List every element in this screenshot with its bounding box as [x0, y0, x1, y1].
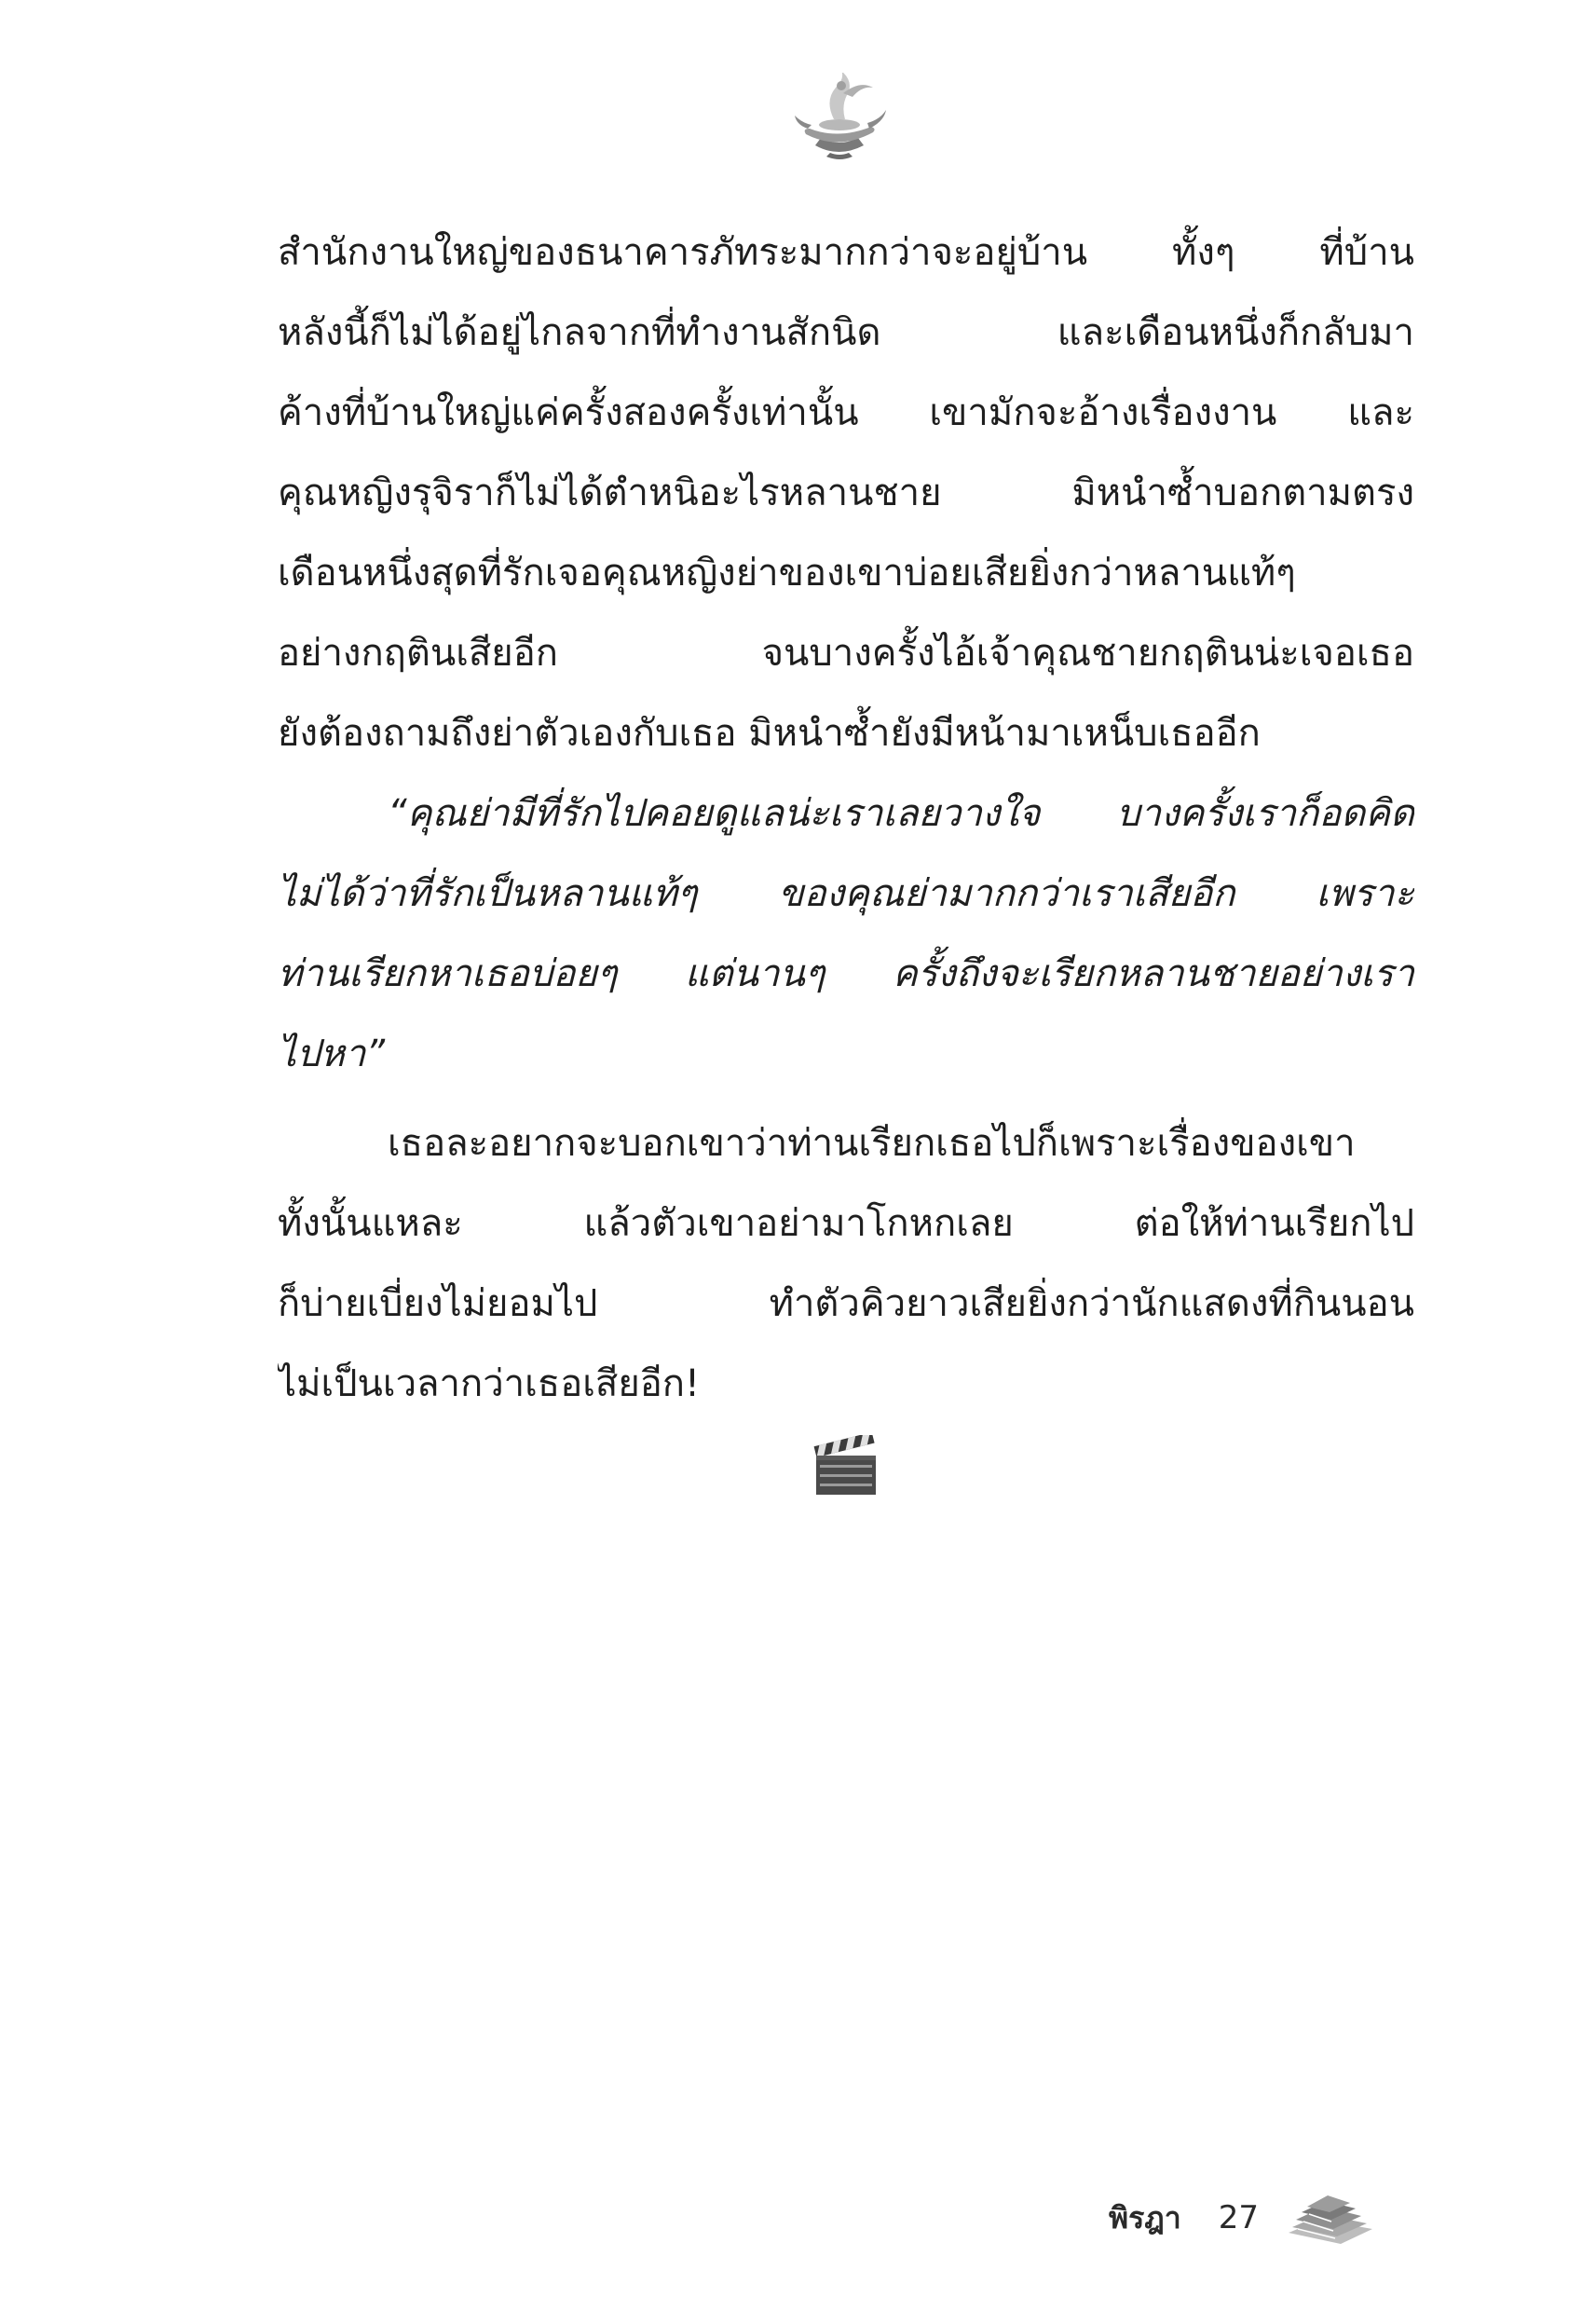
main-text — [278, 212, 1414, 1424]
text-line: สำนักงานใหญ่ของธนาคารภัทระมากกว่าจะอยู่บ้าน ทั้งๆ ที่บ้าน — [278, 231, 1414, 274]
paragraph-3 — [278, 1103, 1414, 1424]
text-line: หลังนี้ก็ไม่ได้อยู่ไกลจากที่ทำงานสักนิด และเดือนหนึ่งก็กลับมา — [278, 311, 1414, 354]
paragraph-2-dialogue — [278, 773, 1414, 1094]
text-line: อย่างกฤตินเสียอีก จนบางครั้งไอ้เจ้าคุณชายกฤตินน่ะเจอเธอ — [278, 632, 1414, 675]
text-line: คุณหญิงรุจิราก็ไม่ได้ตำหนิอะไรหลานชาย มิหนำซ้ำบอกตามตรง — [278, 472, 1414, 514]
text-line: ไม่ได้ว่าที่รักเป็นหลานแท้ๆ ของคุณย่ามากกว่าเราเสียอีก เพราะ — [278, 872, 1414, 915]
text-line: ยังต้องถามถึงย่าตัวเองกับเธอ มิหนำซ้ำยังมีหน้ามาเหน็บเธออีก — [278, 712, 1261, 755]
paragraph-1 — [278, 212, 1414, 773]
books-stack-icon — [1283, 2192, 1376, 2244]
text-line: เธอละอยากจะบอกเขาว่าท่านเรียกเธอไปก็เพราะเรื่องของเขา — [388, 1122, 1356, 1165]
text-line: ท่านเรียกหาเธอบ่อยๆ แต่นานๆ ครั้งถึงจะเรียกหลานชายอย่างเรา — [278, 952, 1414, 995]
text-line: เดือนหนึ่งสุดที่รักเจอคุณหญิงย่าของเขาบ่อยเสียยิ่งกว่าหลานแท้ๆ — [278, 552, 1296, 595]
film-clapperboard-icon — [812, 1435, 880, 1498]
text-line: “คุณย่ามีที่รักไปคอยดูแลน่ะเราเลยวางใจ บางครั้งเราก็อดคิด — [388, 792, 1414, 835]
text-line: ก็บ่ายเบี่ยงไม่ยอมไป ทำตัวคิวยาวเสียยิ่งกว่านักแสดงที่กินนอน — [278, 1282, 1414, 1325]
page-number: 27 — [1218, 2199, 1259, 2236]
text-line: ไปหา” — [278, 1032, 386, 1075]
genie-lamp-icon — [787, 73, 890, 166]
text-line: ค้างที่บ้านใหญ่แค่ครั้งสองครั้งเท่านั้น เขามักจะอ้างเรื่องงาน และ — [278, 391, 1414, 434]
author-name: พิรฎา — [1109, 2199, 1181, 2236]
page-footer — [1109, 2190, 1376, 2246]
text-line: ไม่เป็นเวลากว่าเธอเสียอีก! — [278, 1362, 701, 1405]
text-line: ทั้งนั้นแหละ แล้วตัวเขาอย่ามาโกหกเลย ต่อให้ท่านเรียกไป — [278, 1202, 1414, 1245]
